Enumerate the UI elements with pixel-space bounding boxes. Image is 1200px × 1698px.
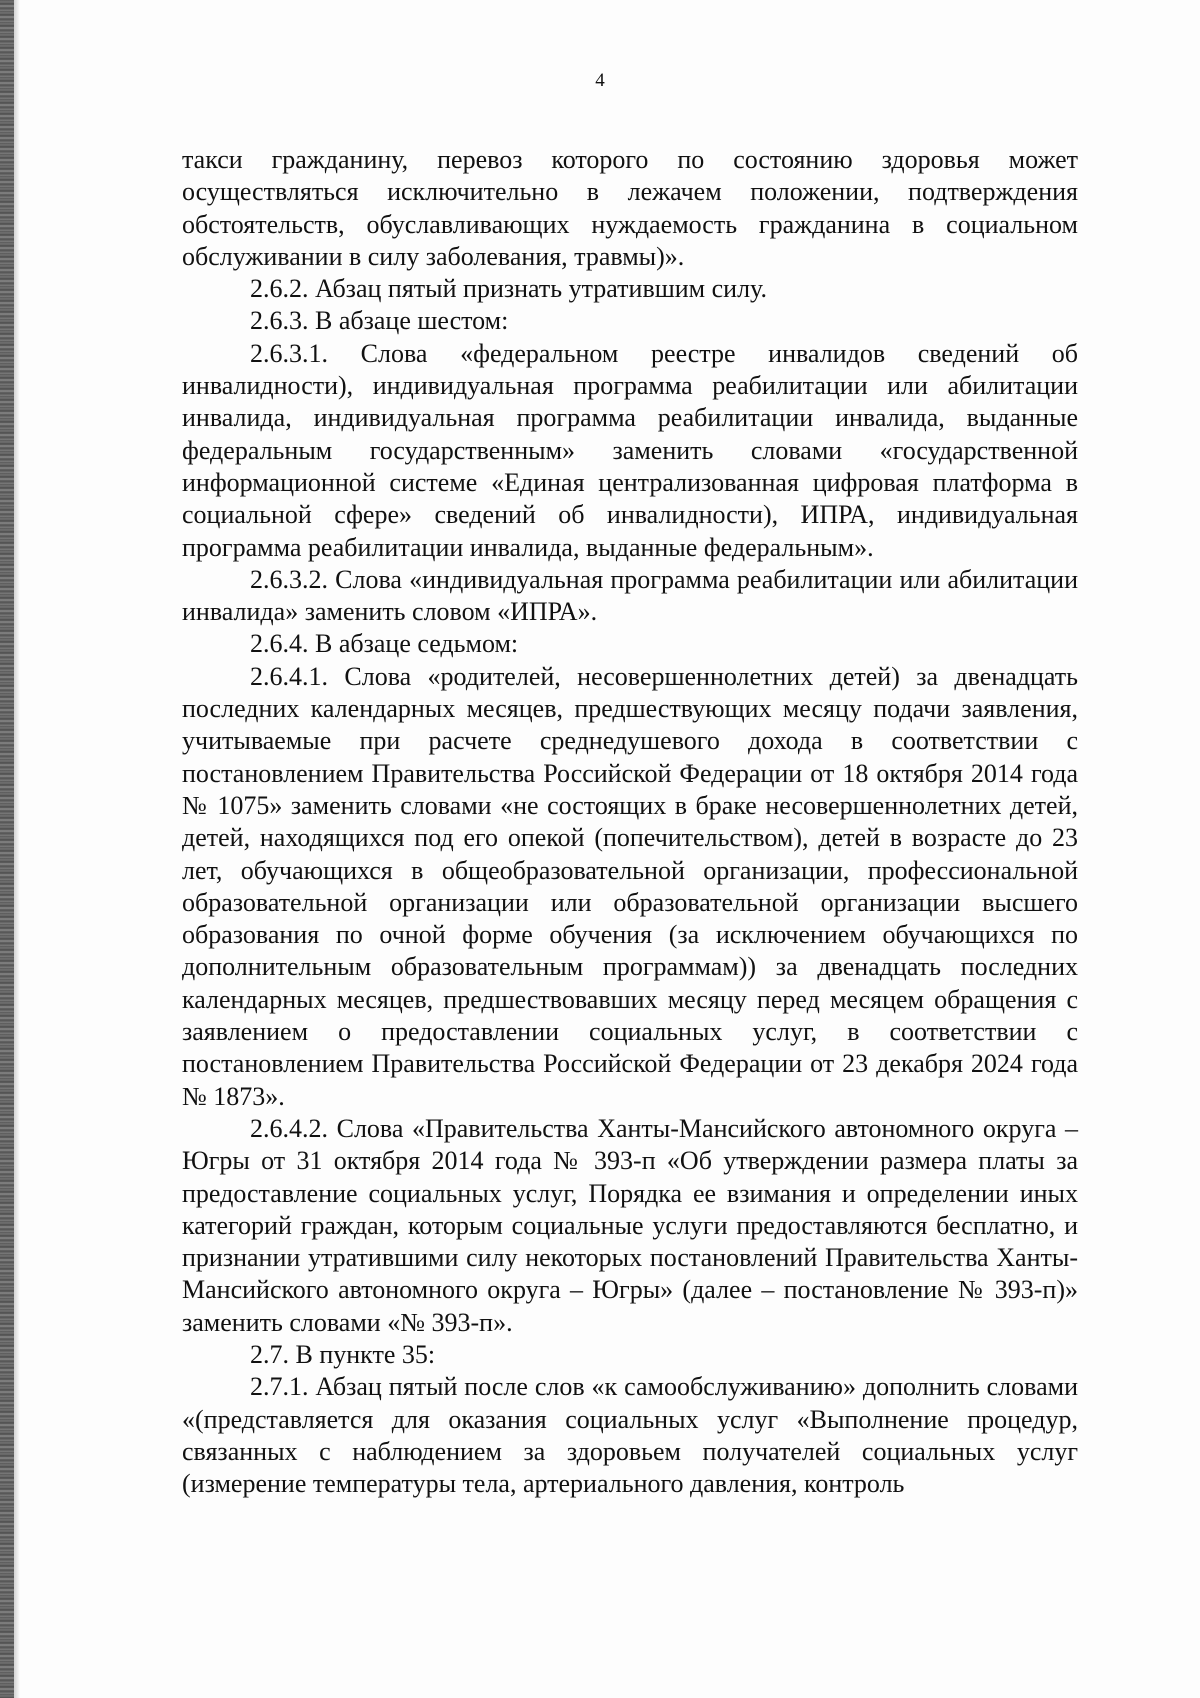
paragraph-2-7-1: 2.7.1. Абзац пятый после слов «к самообслуживанию» дополнить словами «(представляется для оказания социальных услуг «Выполнение процедур, связанных с наблюдением за здоровьем получателей социальных услуг (измерение температуры тела, артериального давления, контроль <box>182 1372 1078 1499</box>
paragraph-continuation: такси гражданину, перевоз которого по состоянию здоровья может осуществляться исключительно в лежачем положении, подтверждения обстоятельств, обуславливающих нуждаемость гражданина в социальном обслуживании в силу заболевания, травмы)». <box>182 145 1078 271</box>
document-body <box>182 144 1078 1500</box>
paragraph-2-6-2: 2.6.2. Абзац пятый признать утратившим силу. <box>250 274 767 304</box>
paragraph-2-6-4-2: 2.6.4.2. Слова «Правительства Ханты-Мансийского автономного округа – Югры от 31 октября 2014 года № 393-п «Об утверждении размера платы за предоставление социальных услуг, Порядка ее взимания и определении иных категорий граждан, которым социальные услуги предоставляются бесплатно, и признании утратившими силу некоторых постановлений Правительства Ханты-Мансийского автономного округа – Югры» (далее – постановление № 393-п)» заменить словами «№ 393-п». <box>182 1113 1078 1337</box>
paragraph-2-6-4: 2.6.4. В абзаце седьмом: <box>250 629 519 659</box>
paragraph-2-7: 2.7. В пункте 35: <box>250 1339 436 1369</box>
page-number: 4 <box>595 70 605 91</box>
scan-border-shadow <box>14 0 20 1698</box>
paragraph-2-6-3-2: 2.6.3.2. Слова «индивидуальная программа реабилитации или абилитации инвалида» заменить словом «ИПРА». <box>182 564 1078 627</box>
paragraph-2-6-4-1: 2.6.4.1. Слова «родителей, несовершеннолетних детей) за двенадцать последних календарных месяцев, предшествующих месяцу подачи заявления, учитываемые при расчете среднедушевого дохода в соответствии с постановлением Правительства Российской Федерации от 18 октября 2014 года № 1075» заменить словами «не состоящих в браке несовершеннолетних детей, детей, находящихся под его опекой (попечительством), детей в возрасте до 23 лет, обучающихся в общеобразовательной организации, профессиональной образовательной организации или образовательной организации высшего образования по очной форме обучения (за исключением обучающихся по дополнительным образовательным программам)) за двенадцать последних календарных месяцев, предшествовавших месяцу перед месяцем обращения с заявлением о предоставлении социальных услуг, в соответствии с постановлением Правительства Российской Федерации от 23 декабря 2024 года № 1873». <box>182 661 1078 1111</box>
scan-border-edge <box>0 0 14 1698</box>
paragraph-2-6-3: 2.6.3. В абзаце шестом: <box>250 306 509 336</box>
paragraph-2-6-3-1: 2.6.3.1. Слова «федеральном реестре инвалидов сведений об инвалидности), индивидуальная программа реабилитации или абилитации инвалида, индивидуальная программа реабилитации инвалида, выданные федеральным государственным» заменить словами «государственной информационной системе «Единая централизованная цифровая платформа в социальной сфере» сведений об инвалидности), ИПРА, индивидуальная программа реабилитации инвалида, выданные федеральным». <box>182 338 1078 562</box>
